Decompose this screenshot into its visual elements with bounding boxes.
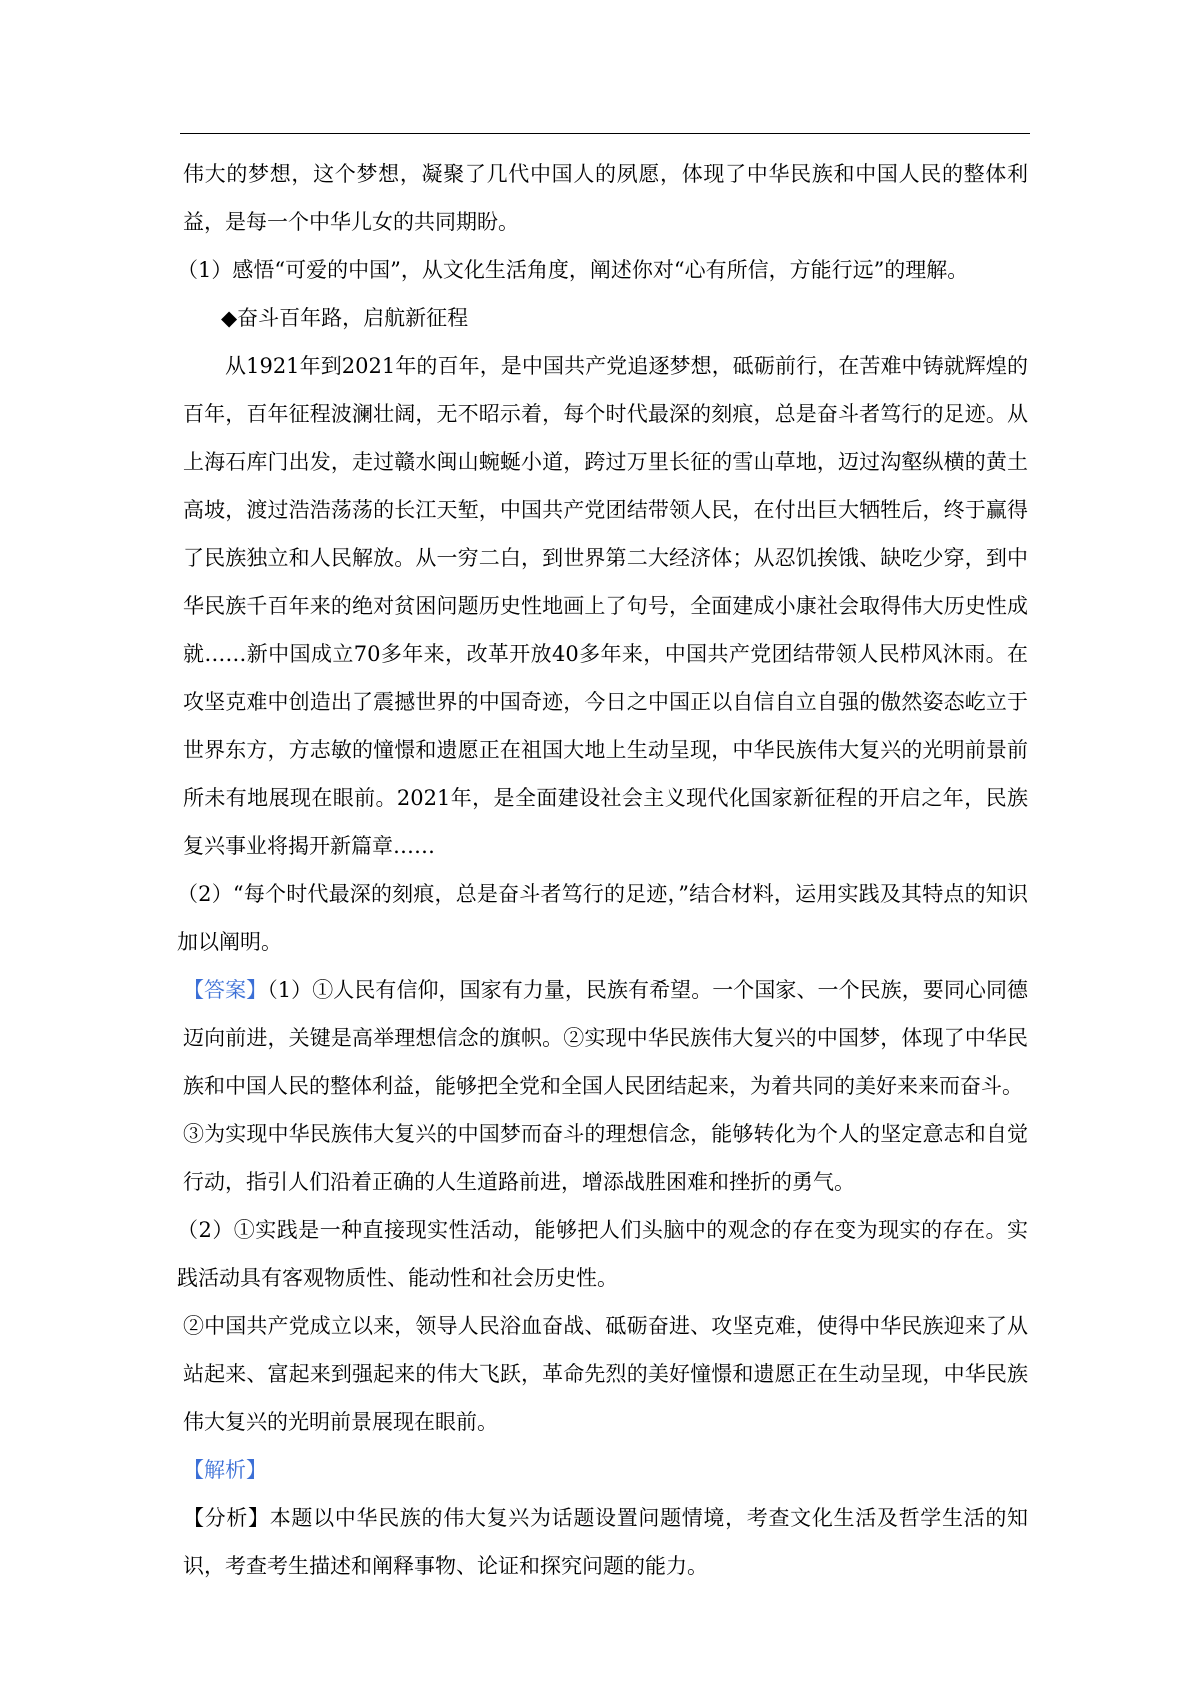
section-heading: ◆奋斗百年路，启航新征程 <box>221 306 469 330</box>
document-body <box>177 150 1029 1590</box>
analysis-paragraph <box>183 1494 1028 1590</box>
answer-part1-a-text: （1）①人民有信仰，国家有力量，民族有希望。一个国家、一个民族，要同心同德迈向前进，关键是高举理想信念的旗帜。②实现中华民族伟大复兴的中国梦，体现了中华民族和中国人民的整体利益，能够把全党和全国人民团结起来，为着共同的美好来来而奋斗。 <box>183 978 1029 1098</box>
intro-paragraph: 伟大的梦想，这个梦想，凝聚了几代中国人的夙愿，体现了中华民族和中国人民的整体利益，是每一个中华儿女的共同期盼。 <box>183 162 1028 234</box>
answer-part1-a <box>183 966 1028 1110</box>
header-rule <box>180 133 1030 134</box>
fenxi-text: 本题以中华民族的伟大复兴为话题设置问题情境，考查文化生活及哲学生活的知识，考查考生描述和阐释事物、论证和探究问题的能力。 <box>183 1506 1029 1578</box>
fenxi-label: 【分析】 <box>183 1506 270 1530</box>
section-paragraph: 从1921年到2021年的百年，是中国共产党追逐梦想，砥砺前行，在苦难中铸就辉煌的百年，百年征程波澜壮阔，无不昭示着，每个时代最深的刻痕，总是奋斗者笃行的足迹。从上海石库门出发，走过赣水闽山蜿蜒小道，跨过万里长征的雪山草地，迈过沟壑纵横的黄土高坡，渡过浩浩荡荡的长江天堑，中国共产党团结带领人民，在付出巨大牺牲后，终于赢得了民族独立和人民解放。从一穷二白，到世界第二大经济体；从忍饥挨饿、缺吃少穿，到中华民族千百年来的绝对贫困问题历史性地画上了句号，全面建成小康社会取得伟大历史性成就……新中国成立70多年来，改革开放40多年来，中国共产党团结带领人民栉风沐雨。在攻坚克难中创造出了震撼世界的中国奇迹，今日之中国正以自信自立自强的傲然姿态屹立于世界东方，方志敏的憧憬和遗愿正在祖国大地上生动呈现，中华民族伟大复兴的光明前景前所未有地展现在眼前。2021年，是全面建设社会主义现代化国家新征程的开启之年，民族复兴事业将揭开新篇章…… <box>183 354 1028 858</box>
answer-part1-b: ③为实现中华民族伟大复兴的中国梦而奋斗的理想信念，能够转化为个人的坚定意志和自觉行动，指引人们沿着正确的人生道路前进，增添战胜困难和挫折的勇气。 <box>183 1122 1028 1194</box>
analysis-tag: 【解析】 <box>183 1458 267 1482</box>
answer-part2-a: （2）①实践是一种直接现实性活动，能够把人们头脑中的观念的存在变为现实的存在。实践活动具有客观物质性、能动性和社会历史性。 <box>177 1218 1028 1290</box>
answer-part2-b: ②中国共产党成立以来，领导人民浴血奋战、砥砺奋进、攻坚克难，使得中华民族迎来了从站起来、富起来到强起来的伟大飞跃，革命先烈的美好憧憬和遗愿正在生动呈现，中华民族伟大复兴的光明前景展现在眼前。 <box>183 1314 1028 1434</box>
question-1: （1）感悟“可爱的中国”，从文化生活角度，阐述你对“心有所信，方能行远”的理解。 <box>177 258 969 282</box>
analysis-heading <box>183 1446 1028 1494</box>
answer-tag: 【答案】 <box>183 978 268 1002</box>
question-2: （2）“每个时代最深的刻痕，总是奋斗者笃行的足迹，”结合材料，运用实践及其特点的知识加以阐明。 <box>177 882 1028 954</box>
